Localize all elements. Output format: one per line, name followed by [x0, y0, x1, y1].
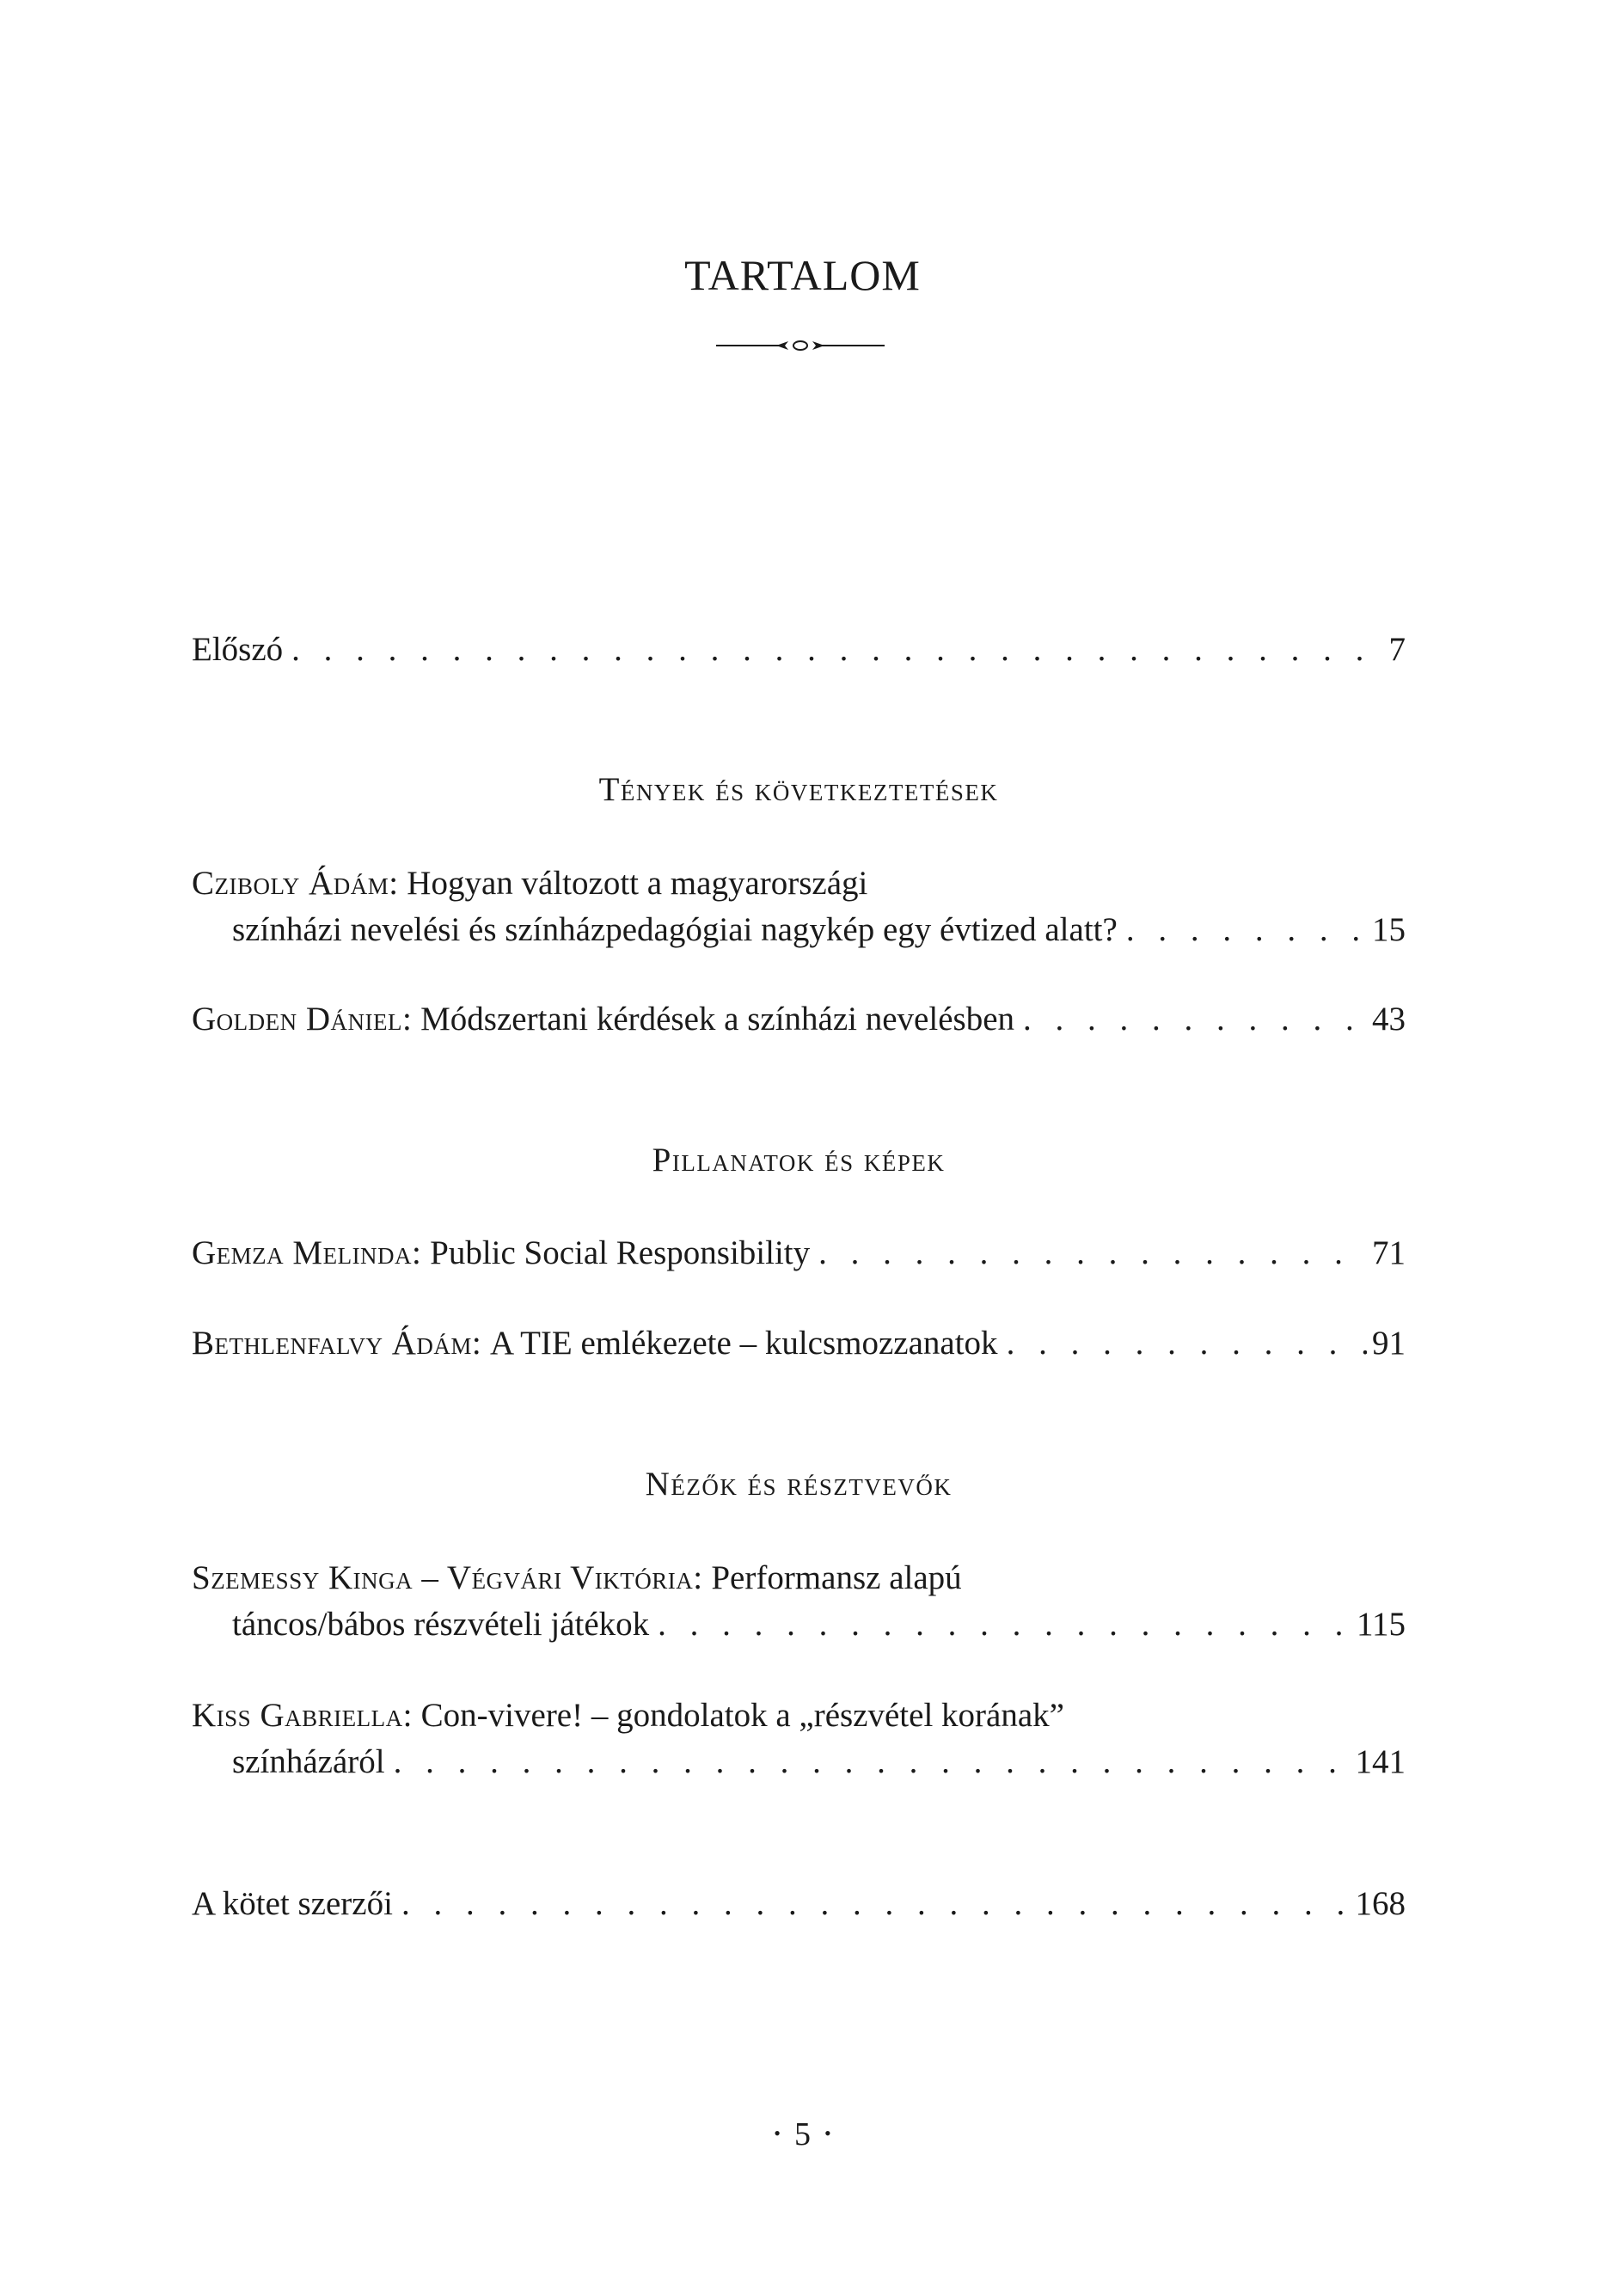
dot-leader [818, 1231, 1367, 1276]
entry-title: Public Social Responsibility [430, 1234, 811, 1271]
entry-author: Kiss Gabriella: [192, 1697, 413, 1734]
entry-title-continued: színházi nevelési és színházpedagógiai nagykép egy évtized alatt? [232, 911, 1118, 948]
dot-leader [658, 1602, 1351, 1647]
bullet-right: • [824, 2122, 831, 2144]
entry-author: Bethlenfalvy Ádám: [192, 1325, 482, 1362]
toc-entry-kiss[interactable] [192, 1693, 1406, 1786]
folio-page-number: 5 [794, 2116, 811, 2152]
toc-entry-bethlenfalvy[interactable] [192, 1321, 1406, 1368]
dot-leader [401, 1882, 1351, 1926]
toc-entry-szemessy[interactable] [192, 1556, 1406, 1649]
entry-title: Módszertani kérdések a színházi nevelésben [420, 1001, 1015, 1038]
entry-title-continued: színházáról [232, 1743, 385, 1780]
dot-leader [394, 1740, 1351, 1785]
dot-leader [1023, 997, 1367, 1042]
section-heading: Tények és következtetések [598, 771, 999, 808]
page-number: 91 [1372, 1325, 1406, 1362]
page-number: 141 [1355, 1743, 1406, 1780]
entry-author: Szemessy Kinga – Végvári Viktória: [192, 1559, 703, 1596]
entry-author: Gemza Melinda: [192, 1234, 422, 1271]
entry-title-continued: táncos/bábos részvételi játékok [232, 1606, 650, 1643]
toc-entry-golden[interactable] [192, 997, 1406, 1044]
ornament-divider [716, 334, 885, 357]
folio [0, 2113, 1605, 2155]
entry-author: Golden Dániel: [192, 1001, 413, 1038]
entry-title: A kötet szerzői [192, 1885, 393, 1922]
dot-leader [1126, 908, 1367, 952]
toc-entry-eloszo[interactable] [192, 628, 1406, 674]
page-title: TARTALOM [684, 251, 921, 299]
toc-entry-cziboly[interactable] [192, 861, 1406, 954]
section-heading: Pillanatok és képek [652, 1142, 946, 1179]
page-number: 168 [1355, 1885, 1406, 1922]
toc-entry-gemza[interactable] [192, 1231, 1406, 1277]
entry-title: Előszó [192, 631, 284, 668]
dot-leader [291, 628, 1383, 672]
bullet-left: • [774, 2122, 781, 2144]
dot-leader [1007, 1321, 1367, 1366]
section-heading: Nézők és résztvevők [645, 1466, 953, 1503]
toc-entry-szerzoi[interactable] [192, 1882, 1406, 1928]
entry-title: Con-vivere! – gondolatok a „részvétel korának” [420, 1697, 1064, 1734]
page-number: 115 [1356, 1606, 1406, 1643]
page-number: 7 [1388, 631, 1406, 668]
page-number: 15 [1372, 911, 1406, 948]
page-number: 43 [1372, 1001, 1406, 1038]
entry-title: Hogyan változott a magyarországi [407, 865, 868, 902]
entry-title: Performansz alapú [711, 1559, 962, 1596]
entry-author: Cziboly Ádám: [192, 865, 399, 902]
page-number: 71 [1372, 1234, 1406, 1271]
entry-title: A TIE emlékezete – kulcsmozzanatok [490, 1325, 998, 1362]
